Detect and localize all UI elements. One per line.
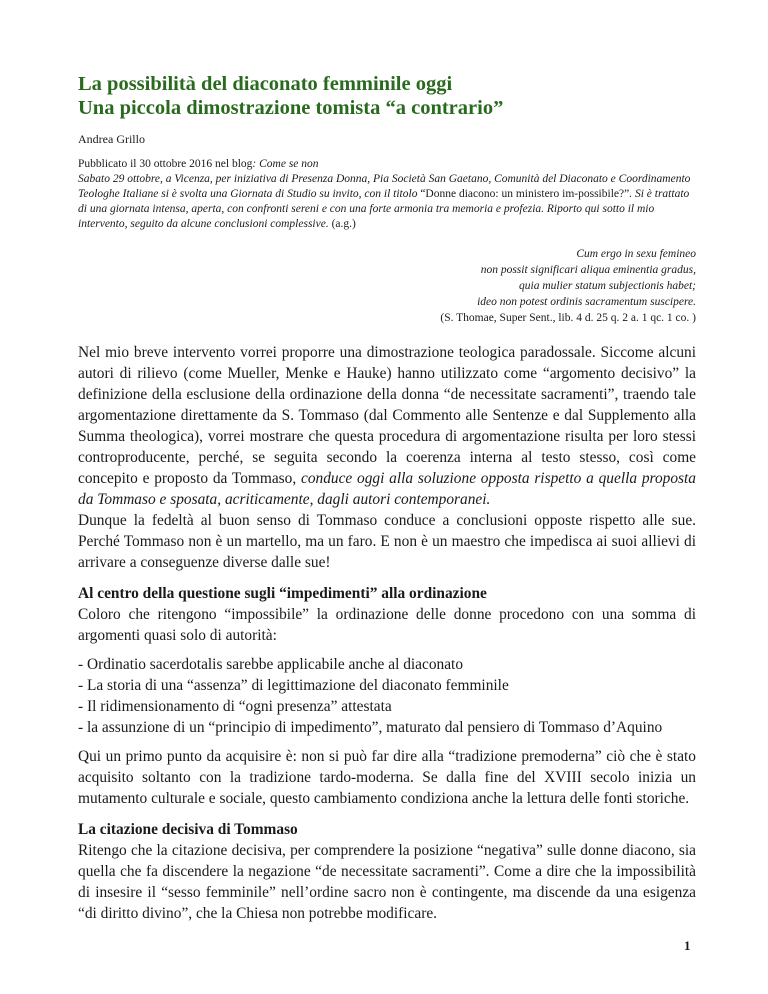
pub-description: Sabato 29 ottobre, a Vicenza, per iniziativa di Presenza Donna, Pia Società San Gaetano, Comunità del Diaconato e Coordinamento Teologhe Italiane si è svolta una Giornata di Studio su invito, con il titolo: [78, 173, 691, 200]
epigraph-line: non possit significari aliqua eminentia gradus,: [480, 264, 696, 276]
list-item: - Ordinatio sacerdotalis sarebbe applicabile anche al diaconato: [78, 656, 464, 673]
section-heading-citazione: La citazione decisiva di Tommaso: [78, 821, 298, 838]
section1-paragraph: Qui un primo punto da acquisire è: non si può far dire alla “tradizione premoderna” ciò che è stato acquisito soltanto con la tradizione tardo-moderna. Se dalla fine del XVIII secolo inizia un mutamento culturale e sociale, questo cambiamento condiziona anche la lettura delle fonti storiche.: [78, 748, 696, 807]
epigraph-line: quia mulier statum subjectionis habet;: [519, 280, 696, 292]
section-heading-impedimenti: Al centro della questione sugli “impedimenti” alla ordinazione: [78, 585, 487, 602]
list-item: - la assunzione di un “principio di impedimento”, maturato dal pensiero di Tommaso d’Aquino: [78, 719, 663, 736]
list-item: - Il ridimensionamento di “ogni presenza” attestata: [78, 698, 392, 715]
pub-blog-name: : Come se non: [252, 158, 319, 170]
pub-event-title: “Donne diacono: un ministero im-possibile?”: [420, 188, 630, 200]
author: Andrea Grillo: [78, 132, 145, 146]
intro-paragraph-1: [78, 342, 696, 510]
intro-italic-text: conduce oggi alla soluzione opposta rispetto a quella proposta da Tommaso e sposata, acriticamente, dagli autori contemporanei.: [78, 470, 696, 508]
epigraph-citation: (S. Thomae, Super Sent., lib. 4 d. 25 q. 2 a. 1 qc. 1 co. ): [440, 312, 696, 324]
title-line-2: Una piccola dimostrazione tomista “a contrario”: [78, 97, 504, 119]
pub-tag: (a.g.): [328, 218, 356, 230]
epigraph-line: Cum ergo in sexu femineo: [576, 248, 696, 260]
title-line-1: La possibilità del diaconato femminile oggi: [78, 73, 453, 95]
pub-description-2: . Si è trattato di una giornata intensa, aperta, con confronti sereni e con una forte armonia tra memoria e profezia. Riporto qui sotto il mio intervento, seguito da alcune conclusioni complessive.: [78, 188, 690, 230]
pub-prefix: Pubblicato il 30 ottobre 2016 nel blog: [78, 158, 253, 170]
argument-list: [78, 654, 696, 738]
section1-lead: Coloro che ritengono “impossibile” la ordinazione delle donne procedono con una somma di argomenti quasi solo di autorità:: [78, 606, 696, 644]
intro-text: Nel mio breve intervento vorrei proporre una dimostrazione teologica paradossale. Siccome alcuni autori di rilievo (come Mueller, Menke e Hauke) hanno utilizzato come “argomento decisivo” la definizione della esclusione della ordinazione della donna “de necessitate sacramenti”, traendo tale argomentazione direttamente da S. Tommaso (dal Commento alle Sentenze e dal Supplemento alla Summa theologica), vorrei mostrare che questa procedura di argomentazione risulta per loro stessi controproducente, perché, se seguita secondo la coerenza interna al testo stesso, così come concepito e proposto da Tommaso,: [78, 344, 696, 487]
epigraph-line: ideo non potest ordinis sacramentum suscipere.: [477, 296, 696, 308]
list-item: - La storia di una “assenza” di legittimazione del diaconato femminile: [78, 677, 509, 694]
page-number: 1: [684, 938, 691, 953]
intro-paragraph-2: Dunque la fedeltà al buon senso di Tommaso conduce a conclusioni opposte rispetto alle sue. Perché Tommaso non è un martello, ma un faro. E non è un maestro che impedisca ai suoi allievi di arrivare a conseguenze diverse dalle sue!: [78, 512, 696, 571]
document-page: [78, 72, 696, 924]
document-title: [78, 72, 696, 120]
intro-section: [78, 342, 696, 924]
publication-info: [78, 157, 696, 232]
epigraph: [78, 246, 696, 326]
section2-paragraph: Ritengo che la citazione decisiva, per comprendere la posizione “negativa” sulle donne diacono, sia quella che fa discendere la negazione “de necessitate sacramenti”. Come a dire che la impossibilità di insesire il “sesso femminile” nell’ordine sacro non è contingente, ma discende da una esigenza “di diritto divino”, che la Chiesa non potrebbe modificare.: [78, 842, 696, 922]
